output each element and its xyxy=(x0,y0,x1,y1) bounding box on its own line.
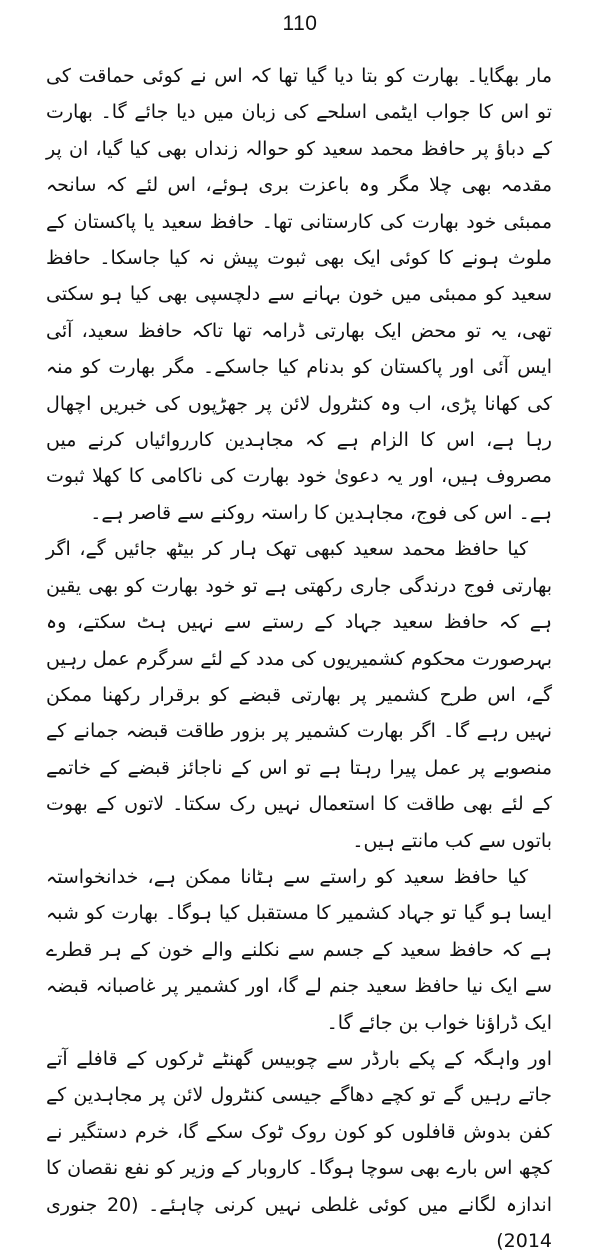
paragraph-2: کیا حافظ محمد سعید کبھی تھک ہار کر بیٹھ جائیں گے، اگر بھارتی فوج درندگی جاری رکھتی ہے تو خود بھارت کو بھی یقین ہے کہ حافظ سعید جہاد کے رستے سے نہیں ہٹ سکتے، وہ بہرصورت محکوم کشمیریوں کی مدد کے لئے سرگرم عمل رہیں گے، اس طرح کشمیر پر بھارتی قبضے کو برقرار رکھنا ممکن نہیں رہے گا۔ اگر بھارت کشمیر پر بزور طاقت قبضہ جمانے کے منصوبے پر عمل پیرا رہتا ہے تو اس کے ناجائز قبضے کے خاتمے کے لئے بھی طاقت کا استعمال نہیں رک سکتا۔ لاتوں کے بھوت باتوں سے کب مانتے ہیں۔ xyxy=(46,538,552,852)
paragraph-3: کیا حافظ سعید کو راستے سے ہٹانا ممکن ہے، خدانخواستہ ایسا ہو گیا تو جہاد کشمیر کا مستقبل کیا ہوگا۔ بھارت کو شبہ ہے کہ حافظ سعید کے جسم سے نکلنے والے خون کے ہر قطرے سے ایک نیا حافظ سعید جنم لے گا، اور کشمیر پر غاصبانہ قبضہ ایک ڈراؤنا خواب بن جائے گا۔ xyxy=(46,865,552,1034)
page-number: 110 xyxy=(282,12,318,35)
paragraph-1: مار بھگایا۔ بھارت کو بتا دیا گیا تھا کہ اس نے کوئی حماقت کی تو اس کا جواب ایٹمی اسلحے کی زبان میں دیا جائے گا۔ بھارت کے دباؤ پر حافظ محمد سعید کو حوالہ زنداں بھی کیا گیا، ان پر مقدمہ بھی چلا مگر وہ باعزت بری ہوئے، اس لئے کہ سانحہ ممبئی خود بھارت کی کارستانی تھا۔ حافظ سعید یا پاکستان کے ملوث ہونے کا کوئی ایک بھی ثبوت پیش نہ کیا جاسکا۔ حافظ سعید کو ممبئی میں خون بہانے سے دلچسپی بھی کیا ہو سکتی تھی، یہ تو محض ایک بھارتی ڈرامہ تھا تاکہ حافظ سعید، آئی ایس آئی اور پاکستان کو بدنام کیا جاسکے۔ مگر بھارت کو منہ کی کھانا پڑی، اب وہ کنٹرول لائن پر جھڑپوں کی خبریں اچھال رہا ہے، اس کا الزام ہے کہ مجاہدین کارروائیاں کرنے میں مصروف ہیں، اور یہ دعویٰ خود بھارت کی ناکامی کا کھلا ثبوت ہے۔ اس کی فوج، مجاہدین کا راستہ روکنے سے قاصر ہے۔ xyxy=(46,65,552,524)
article-body xyxy=(46,58,552,1259)
paragraph-4: اور واہگہ کے پکے بارڈر سے چوبیس گھنٹے ٹرکوں کے قافلے آتے جاتے رہیں گے تو کچے دھاگے جیسی کنٹرول لائن پر مجاہدین کے کفن بدوش قافلوں کو کون روک ٹوک سکے گا، خرم دستگیر نے کچھ اس بارے بھی سوچا ہوگا۔ کاروبار کے وزیر کو نفع نقصان کا اندازہ لگانے میں کوئی غلطی نہیں کرنی چاہئے۔ (20 جنوری 2014) xyxy=(46,1047,552,1252)
